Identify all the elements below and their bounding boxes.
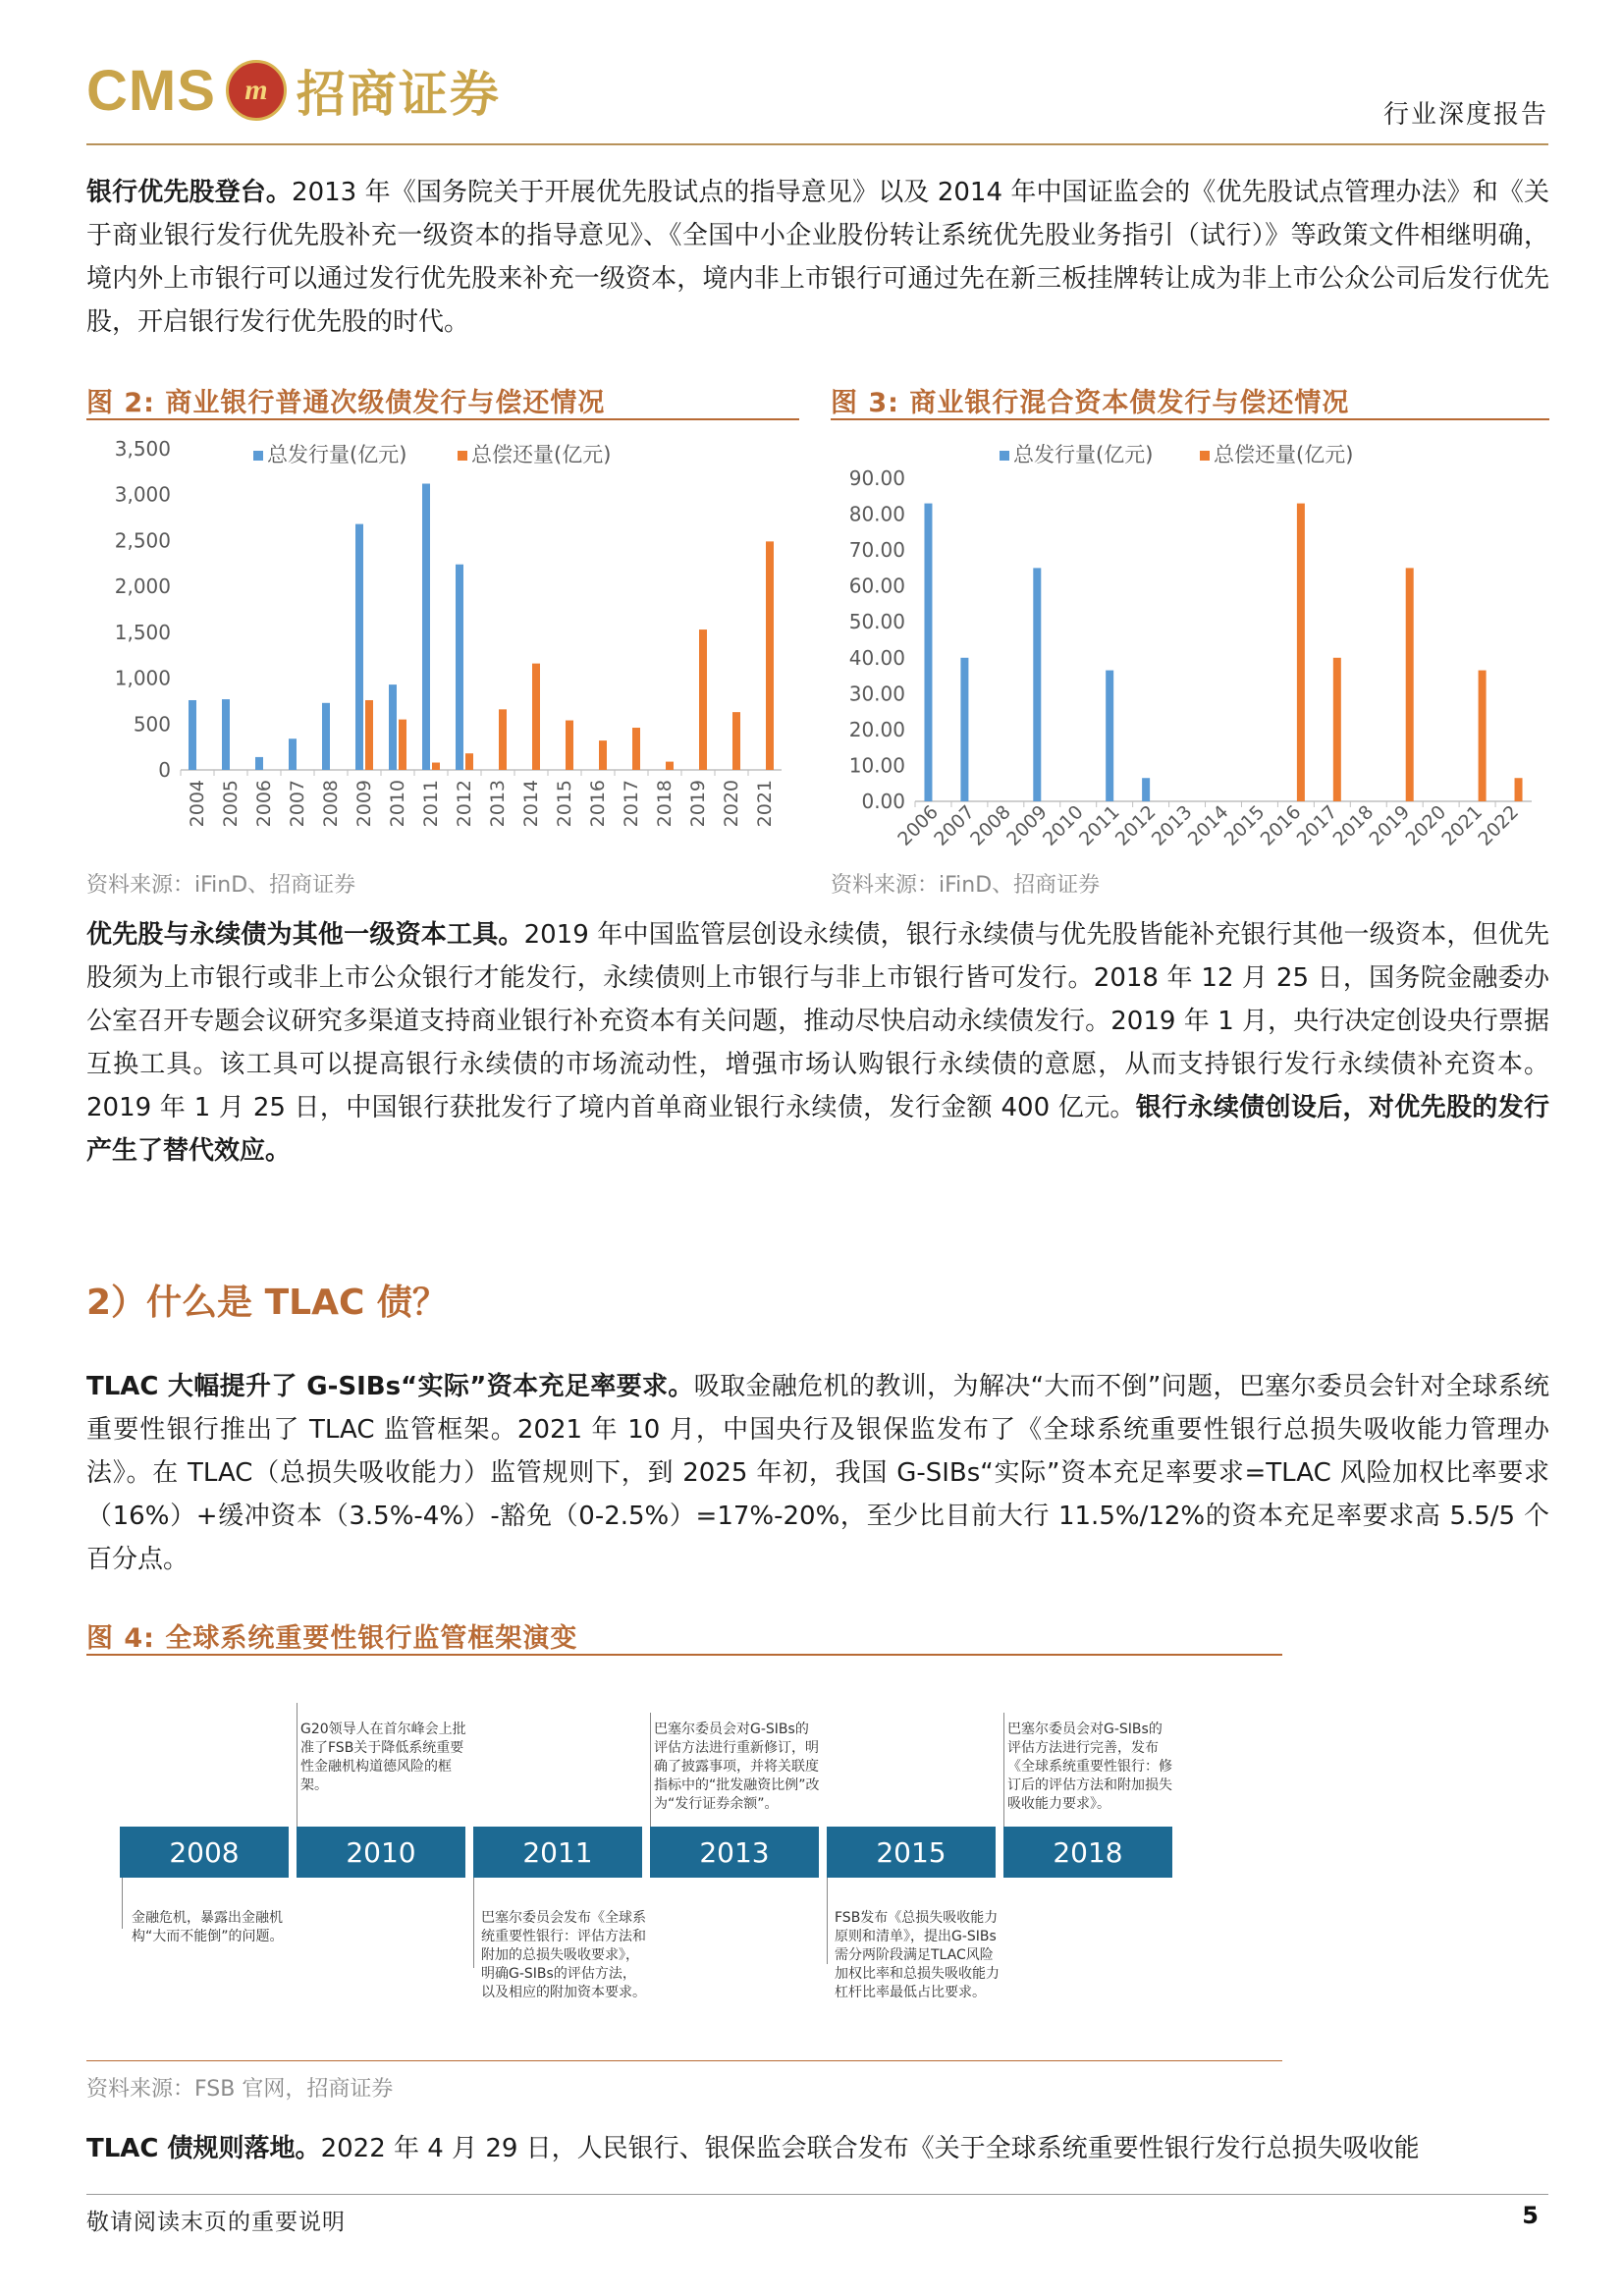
bar-repaid [732, 712, 740, 770]
paragraph-body: 2022 年 4 月 29 日，人民银行、银保监会联合发布《关于全球系统重要性银行发行总损失吸收能 [320, 2134, 1420, 2163]
bar-issued [189, 700, 196, 770]
logo-chinese-text: 招商证券 [296, 65, 501, 123]
timeline-note-2018: 巴塞尔委员会对G-SIBs的评估方法进行完善，发布《全球系统重要性银行：修订后的评估方法和附加损失吸收能力要求》。 [1007, 1722, 1172, 1812]
legend-swatch [458, 451, 467, 461]
timeline-connector [473, 1878, 474, 1968]
bar-issued [422, 484, 430, 770]
timeline-connector [1003, 1713, 1004, 1827]
x-tick-label: 2008 [320, 780, 342, 828]
header-divider [86, 143, 1548, 145]
bar-repaid [499, 709, 507, 770]
figure-4-rule [86, 1654, 1282, 1656]
timeline-connector [650, 1713, 651, 1827]
paragraph-lead: 银行优先股登台。 [86, 178, 293, 207]
x-tick-label: 2008 [966, 800, 1015, 850]
bar-issued [960, 658, 968, 801]
bar-issued [456, 565, 463, 770]
timeline-year-2010: 2010 [297, 1827, 465, 1878]
x-tick-label: 2014 [1183, 800, 1233, 850]
x-tick-label: 2011 [420, 780, 442, 828]
figure-3-source: 资料来源：iFinD、招商证券 [831, 873, 1101, 898]
bar-repaid [1406, 568, 1414, 801]
x-tick-label: 2012 [454, 780, 475, 828]
footer-note: 敬请阅读末页的重要说明 [86, 2210, 346, 2235]
chart-subordinated-debt [86, 424, 799, 862]
figure-4-source: 资料来源：FSB 官网，招商证券 [86, 2077, 394, 2102]
paragraph-body: 吸取金融危机的教训，为解决“大而不倒”问题，巴塞尔委员会针对全球系统重要性银行推出了 TLAC 监管框架。2021 年 10 月，中国央行及银保监发布了《全球系统重要性银行总损失吸收能力管理办法》。在 TLAC（总损失吸收能力）监管规则下，到 2025 年初，我国 G-SIBs“实际”资本充足率要求=TLAC 风险加权比率要求（16%）+缓冲资本（3.5%-4%）-豁免（0-2.5%）=17%-20%，至少比目前大行 11.5%/12%的资本充足率要求高 5.5/5 个百分点。 [86, 1372, 1549, 1574]
paragraph-lead: TLAC 大幅提升了 G-SIBs“实际”资本充足率要求。 [86, 1372, 694, 1401]
x-tick-label: 2016 [587, 780, 609, 828]
bar-issued [1142, 778, 1150, 801]
section-title: 2）什么是 TLAC 债？ [86, 1283, 448, 1323]
x-tick-label: 2021 [1437, 800, 1488, 850]
x-tick-label: 2009 [353, 780, 375, 828]
y-tick-label: 60.00 [848, 574, 905, 598]
bar-repaid [632, 728, 640, 770]
y-tick-label: 1,000 [114, 666, 171, 690]
bar-issued [322, 703, 330, 770]
legend-label: 总偿还量(亿元) [471, 443, 612, 466]
x-tick-label: 2013 [1147, 800, 1197, 850]
timeline-note-2011: 巴塞尔委员会发布《全球系统重要性银行：评估方法和附加的总损失吸收要求》，明确G-SIBs的评估方法，以及相应的附加资本要求。 [481, 1910, 646, 2000]
x-tick-label: 2017 [1292, 800, 1342, 850]
bar-issued [924, 504, 932, 801]
x-tick-label: 2021 [754, 780, 776, 828]
y-tick-label: 0 [158, 758, 171, 782]
company-logo [86, 55, 501, 126]
paragraph-perpetual-bonds [86, 913, 1549, 1173]
paragraph-conclusion: 银行永续债创设后，对优先股的发行产生了替代效应。 [86, 1093, 1549, 1166]
x-tick-label: 2006 [893, 800, 944, 850]
y-tick-label: 40.00 [848, 645, 905, 670]
legend-swatch [1200, 451, 1210, 461]
x-tick-label: 2012 [1110, 800, 1161, 850]
x-tick-label: 2009 [1002, 800, 1052, 850]
bar-repaid [566, 721, 573, 770]
legend-label: 总发行量(亿元) [267, 443, 407, 466]
bar-repaid [465, 753, 473, 770]
bar-repaid [766, 541, 774, 770]
bar-issued [1106, 671, 1113, 801]
timeline-connector [297, 1703, 298, 1827]
bar-repaid [699, 629, 707, 770]
y-tick-label: 20.00 [848, 717, 905, 741]
x-tick-label: 2010 [387, 780, 408, 828]
paragraph-body: 2013 年《国务院关于开展优先股试点的指导意见》以及 2014 年中国证监会的《优先股试点管理办法》和《关于商业银行发行优先股补充一级资本的指导意见》、《全国中小企业股份转让系统优先股业务指引（试行）》等政策文件相继明确，境内外上市银行可以通过发行优先股来补充一级资本，境内非上市银行可通过先在新三板挂牌转让成为非上市公众公司后发行优先股，开启银行发行优先股的时代。 [86, 178, 1549, 337]
timeline-connector [122, 1878, 123, 1929]
x-tick-label: 2007 [930, 800, 979, 850]
legend-label: 总偿还量(亿元) [1214, 443, 1354, 466]
timeline-year-2008: 2008 [120, 1827, 289, 1878]
logo-cms-text: CMS [86, 58, 216, 123]
paragraph-lead: TLAC 债规则落地。 [86, 2134, 321, 2163]
x-tick-label: 2006 [253, 780, 275, 828]
bar-repaid [1297, 504, 1305, 801]
y-tick-label: 70.00 [848, 538, 905, 563]
x-tick-label: 2020 [721, 780, 742, 828]
timeline-note-2013: 巴塞尔委员会对G-SIBs的评估方法进行重新修订，明确了披露事项，并将关联度指标中的“批发融资比例”改为“发行证券余额”。 [654, 1722, 820, 1812]
x-tick-label: 2022 [1474, 800, 1524, 850]
legend-label: 总发行量(亿元) [1013, 443, 1154, 466]
paragraph-body: 2019 年中国监管层创设永续债，银行永续债与优先股皆能补充银行其他一级资本，但优先股须为上市银行或非上市公众银行才能发行，永续债则上市银行与非上市银行皆可发行。2018 年 12 月 25 日，国务院金融委办公室召开专题会议研究多渠道支持商业银行补充资本有关问题，推动尽快启动永续债发行。2019 年 1 月，央行决定创设央行票据互换工具。该工具可以提高银行永续债的市场流动性，增强市场认购银行永续债的意愿，从而支持银行发行永续债补充资本。2019 年 1 月 25 日，中国银行获批发行了境内首单商业银行永续债，发行金额 400 亿元。 [86, 920, 1549, 1122]
paragraph-lead: 优先股与永续债为其他一级资本工具。 [86, 920, 524, 950]
x-tick-label: 2019 [1365, 800, 1415, 850]
x-tick-label: 2013 [487, 780, 509, 828]
figure-2-rule [86, 418, 799, 420]
y-tick-label: 10.00 [848, 753, 905, 778]
x-tick-label: 2019 [687, 780, 709, 828]
figure-4-title: 图 4: 全球系统重要性银行监管框架演变 [86, 1623, 578, 1654]
figure-3-rule [831, 418, 1549, 420]
y-tick-label: 0.00 [861, 790, 905, 813]
timeline-note-2015: FSB发布《总损失吸收能力原则和清单》，提出G-SIBs需分两阶段满足TLAC风险加权比率和总损失吸收能力杠杆比率最低占比要求。 [835, 1910, 1000, 2000]
y-tick-label: 500 [133, 712, 171, 737]
bar-repaid [599, 740, 607, 770]
x-tick-label: 2011 [1074, 800, 1124, 850]
x-tick-label: 2020 [1401, 800, 1451, 850]
chart-hybrid-capital-debt [831, 424, 1549, 862]
bar-repaid [1479, 671, 1487, 801]
x-tick-label: 2010 [1039, 800, 1088, 850]
y-tick-label: 50.00 [848, 610, 905, 634]
timeline-note-2010: G20领导人在首尔峰会上批准了FSB关于降低系统重要性金融机构道德风险的框架。 [300, 1722, 466, 1793]
timeline-year-2015: 2015 [827, 1827, 996, 1878]
y-tick-label: 2,500 [114, 528, 171, 553]
x-tick-label: 2005 [220, 780, 242, 828]
x-tick-label: 2007 [287, 780, 308, 828]
x-tick-label: 2018 [654, 780, 676, 828]
x-tick-label: 2015 [554, 780, 575, 828]
x-tick-label: 2016 [1256, 800, 1306, 850]
bar-issued [255, 757, 263, 770]
y-tick-label: 3,000 [114, 482, 171, 507]
bar-repaid [532, 664, 540, 770]
x-tick-label: 2014 [520, 780, 542, 828]
bar-repaid [1333, 658, 1341, 801]
x-tick-label: 2018 [1328, 800, 1379, 850]
footer-divider [86, 2194, 1548, 2195]
figure-2-title: 图 2: 商业银行普通次级债发行与偿还情况 [86, 388, 606, 418]
bar-issued [389, 684, 397, 770]
figure-2-source: 资料来源：iFinD、招商证券 [86, 873, 356, 898]
y-tick-label: 2,000 [114, 574, 171, 599]
bar-repaid [666, 762, 674, 770]
bar-issued [289, 738, 297, 770]
figure-4-bottom-rule [86, 2060, 1282, 2061]
x-tick-label: 2015 [1219, 800, 1270, 850]
legend-swatch [1000, 451, 1009, 461]
x-tick-label: 2004 [187, 780, 208, 828]
y-tick-label: 80.00 [848, 502, 905, 526]
paragraph-preferred-stock [86, 171, 1549, 344]
timeline-connector [827, 1878, 828, 1964]
page-number: 5 [1522, 2202, 1539, 2229]
timeline-note-2008: 金融危机，暴露出金融机构“大而不能倒”的问题。 [132, 1910, 284, 1944]
bar-issued [222, 699, 230, 770]
timeline-year-2018: 2018 [1003, 1827, 1172, 1878]
x-tick-label: 2017 [621, 780, 642, 828]
timeline-year-2011: 2011 [473, 1827, 642, 1878]
bar-repaid [432, 763, 440, 770]
timeline-year-2013: 2013 [650, 1827, 819, 1878]
y-tick-label: 1,500 [114, 620, 171, 644]
figure-3-title: 图 3: 商业银行混合资本债发行与偿还情况 [831, 388, 1350, 418]
bar-repaid [365, 700, 373, 770]
y-tick-label: 3,500 [114, 437, 171, 461]
paragraph-tlac [86, 1365, 1549, 1581]
bar-issued [1033, 568, 1041, 801]
bar-repaid [399, 720, 406, 770]
paragraph-tlac-rules [86, 2127, 1549, 2170]
report-type: 行业深度报告 [1382, 100, 1548, 130]
bar-repaid [1515, 778, 1523, 801]
y-tick-label: 90.00 [848, 466, 905, 490]
legend-swatch [253, 451, 263, 461]
bar-issued [355, 524, 363, 770]
y-tick-label: 30.00 [848, 682, 905, 706]
logo-emblem-icon: m [226, 60, 287, 121]
